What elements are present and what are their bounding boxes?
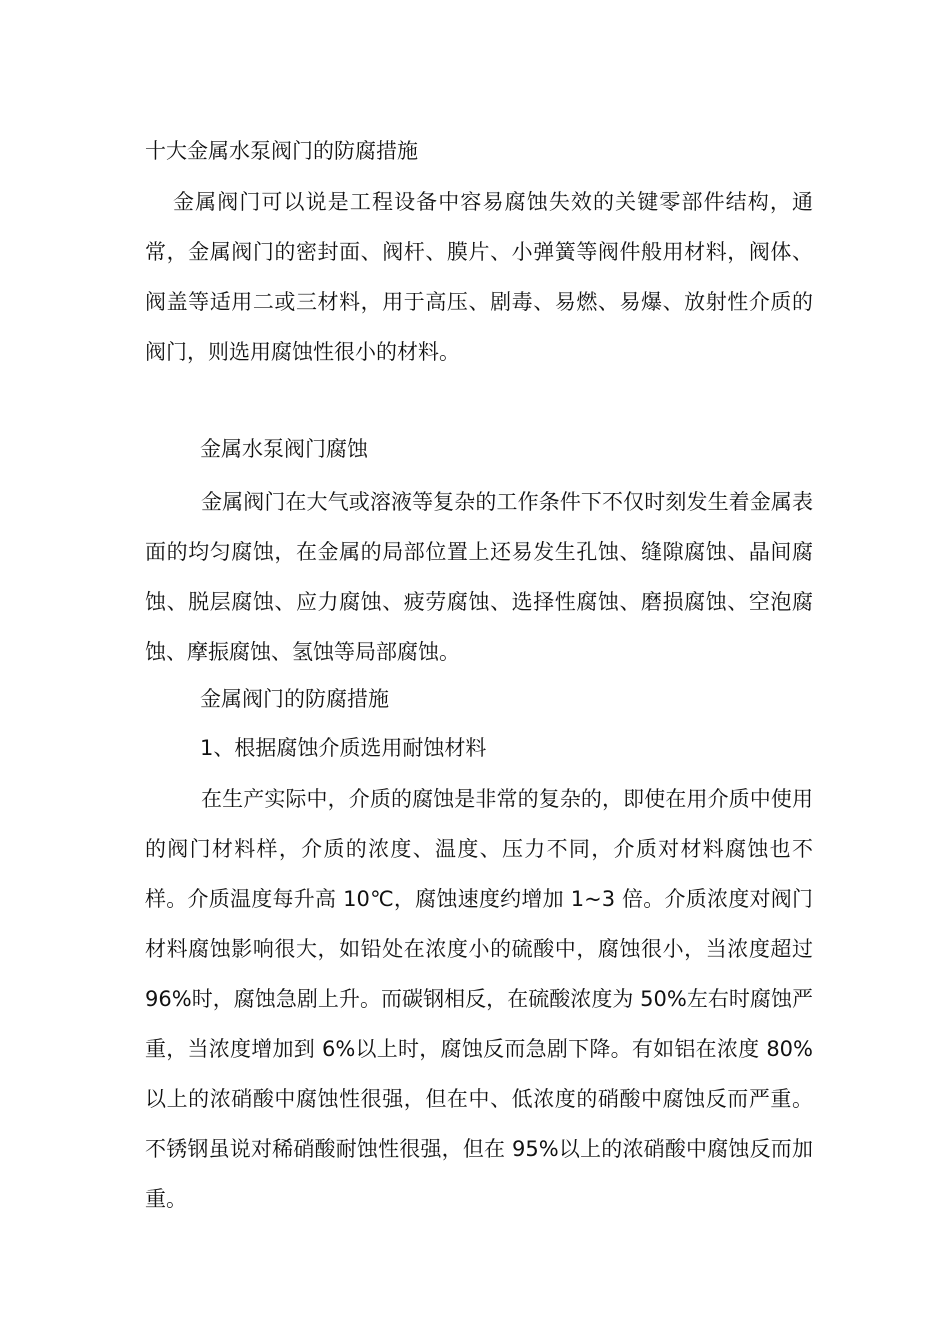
section-heading-corrosion: 金属水泵阀门腐蚀 bbox=[200, 437, 368, 461]
material-selection-paragraph: 在生产实际中，介质的腐蚀是非常的复杂的，即使在用介质中使用的阀门材料样，介质的浓度、温度、压力不同，介质对材料腐蚀也不样。介质温度每升高 10℃，腐蚀速度约增加 1~3 倍。介质浓度对阀门材料腐蚀影响很大，如铅处在浓度小的硫酸中，腐蚀很小，当浓度超过 96%时，腐蚀急剧上升。而碳钢相反，在硫酸浓度为 50%左右时腐蚀严重，当浓度增加到 6%以上时，腐蚀反而急剧下降。有如铝在浓度 80%以上的浓硝酸中腐蚀性很强，但在中、低浓度的硝酸中腐蚀反而严重。不锈钢虽说对稀硝酸耐蚀性很强，但在 95%以上的浓硝酸中腐蚀反而加重。 bbox=[145, 787, 813, 1211]
section-heading-protection: 金属阀门的防腐措施 bbox=[200, 687, 389, 711]
document-title: 十大金属水泵阀门的防腐措施 bbox=[145, 139, 418, 163]
corrosion-paragraph: 金属阀门在大气或溶液等复杂的工作条件下不仅时刻发生着金属表面的均匀腐蚀，在金属的局部位置上还易发生孔蚀、缝隙腐蚀、晶间腐蚀、脱层腐蚀、应力腐蚀、疲劳腐蚀、选择性腐蚀、磨损腐蚀、空泡腐蚀、摩振腐蚀、氢蚀等局部腐蚀。 bbox=[145, 490, 813, 664]
intro-paragraph: 金属阀门可以说是工程设备中容易腐蚀失效的关键零部件结构，通常，金属阀门的密封面、阀杆、膜片、小弹簧等阀件般用材料，阀体、阀盖等适用二或三材料，用于高压、剧毒、易燃、易爆、放射性介质的阀门，则选用腐蚀性很小的材料。 bbox=[145, 190, 813, 364]
item-heading-material-selection: 1、根据腐蚀介质选用耐蚀材料 bbox=[200, 736, 487, 760]
